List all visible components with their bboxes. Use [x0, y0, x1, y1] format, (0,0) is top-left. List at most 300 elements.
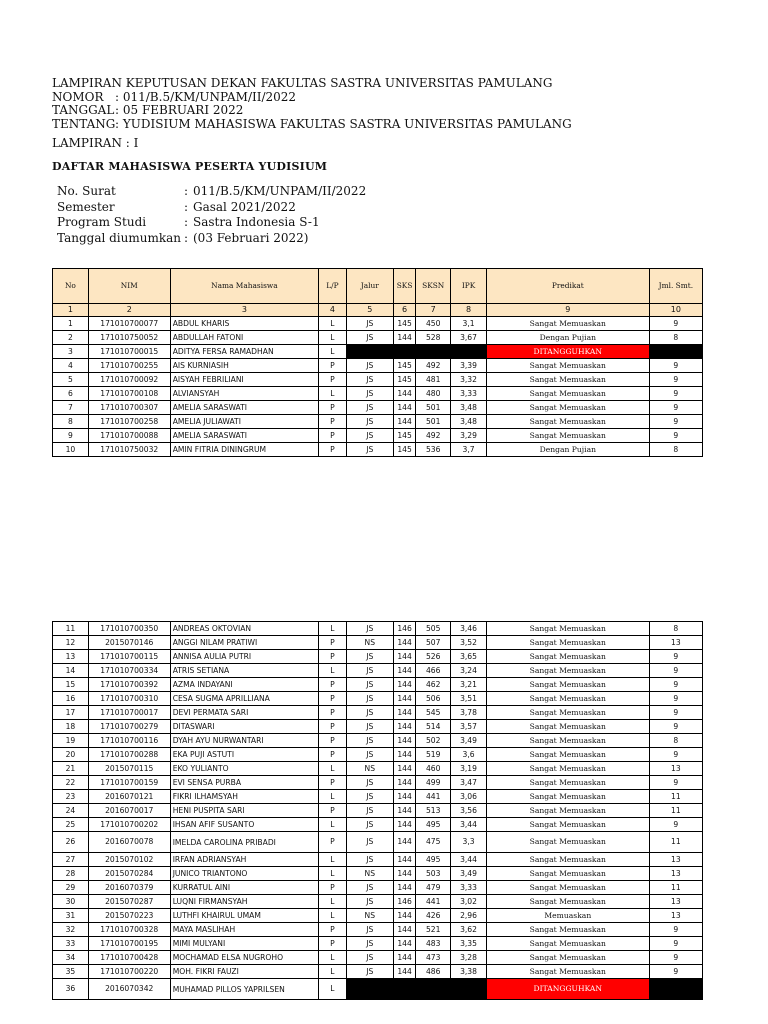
column-header: Predikat	[486, 269, 649, 304]
cell-nim: 171010700116	[88, 734, 170, 748]
cell-semesters: 9	[649, 429, 702, 443]
cell-nim: 171010700310	[88, 692, 170, 706]
cell-jalur: JS	[346, 692, 393, 706]
cell-predikat: Sangat Memuaskan	[486, 937, 649, 951]
cell-jalur: JS	[346, 317, 393, 331]
cell-jalur: JS	[346, 734, 393, 748]
cell-name: ANGGI NILAM PRATIWI	[170, 636, 318, 650]
cell-name: FIKRI ILHAMSYAH	[170, 790, 318, 804]
cell-name: HENI PUSPITA SARI	[170, 804, 318, 818]
cell-sksn: 502	[416, 734, 451, 748]
cell-no: 19	[53, 734, 89, 748]
cell-jalur: JS	[346, 818, 393, 832]
cell-gender: P	[319, 429, 347, 443]
table-row	[53, 853, 703, 867]
cell-jalur: JS	[346, 895, 393, 909]
document-header	[52, 77, 572, 131]
cell-predikat: Sangat Memuaskan	[486, 622, 649, 636]
cell-sks: 144	[393, 951, 416, 965]
cell-sks: 144	[393, 706, 416, 720]
column-number: 6	[393, 304, 416, 317]
column-header: Jalur	[346, 269, 393, 304]
cell-ipk: 3,06	[451, 790, 487, 804]
cell-gender: P	[319, 373, 347, 387]
cell-jalur	[346, 345, 393, 359]
column-number: 9	[486, 304, 649, 317]
table-row	[53, 762, 703, 776]
cell-sksn: 501	[416, 401, 451, 415]
cell-semesters: 8	[649, 443, 702, 457]
cell-semesters: 13	[649, 636, 702, 650]
cell-nim: 171010700392	[88, 678, 170, 692]
cell-nim: 2015070284	[88, 867, 170, 881]
cell-name: ABDUL KHARIS	[170, 317, 318, 331]
nomor-label: NOMOR	[52, 89, 104, 104]
cell-name: JUNICO TRIANTONO	[170, 867, 318, 881]
cell-sks: 144	[393, 664, 416, 678]
table-row	[53, 401, 703, 415]
cell-ipk: 3,28	[451, 951, 487, 965]
header-line1: LAMPIRAN KEPUTUSAN DEKAN FAKULTAS SASTRA UNIVERSITAS PAMULANG	[52, 76, 553, 90]
cell-jalur: JS	[346, 387, 393, 401]
cell-no: 5	[53, 373, 89, 387]
cell-semesters: 8	[649, 622, 702, 636]
cell-nim: 171010700115	[88, 650, 170, 664]
cell-ipk: 3,7	[451, 443, 487, 457]
cell-jalur: JS	[346, 881, 393, 895]
table-header-row	[53, 269, 703, 304]
table-row	[53, 734, 703, 748]
cell-sksn: 481	[416, 373, 451, 387]
cell-gender: P	[319, 881, 347, 895]
cell-gender: P	[319, 401, 347, 415]
cell-predikat: Sangat Memuaskan	[486, 776, 649, 790]
cell-jalur: JS	[346, 373, 393, 387]
cell-ipk: 3,19	[451, 762, 487, 776]
cell-sksn: 519	[416, 748, 451, 762]
table-row	[53, 387, 703, 401]
lampiran: LAMPIRAN : I	[52, 136, 139, 150]
table-row	[53, 923, 703, 937]
cell-predikat: Sangat Memuaskan	[486, 762, 649, 776]
cell-semesters: 9	[649, 373, 702, 387]
cell-gender: P	[319, 692, 347, 706]
cell-sks: 144	[393, 923, 416, 937]
cell-predikat: Sangat Memuaskan	[486, 853, 649, 867]
cell-sks: 144	[393, 387, 416, 401]
cell-name: AMELIA JULIAWATI	[170, 415, 318, 429]
cell-no: 26	[53, 832, 89, 853]
table-row	[53, 832, 703, 853]
cell-semesters	[649, 979, 702, 1000]
cell-ipk: 3,33	[451, 881, 487, 895]
cell-nim: 171010700258	[88, 415, 170, 429]
cell-sksn: 506	[416, 692, 451, 706]
meta-value: (03 Februari 2022)	[193, 230, 309, 245]
cell-jalur: JS	[346, 937, 393, 951]
cell-predikat: Sangat Memuaskan	[486, 429, 649, 443]
table-row	[53, 706, 703, 720]
cell-jalur: JS	[346, 748, 393, 762]
cell-name: LUTHFI KHAIRUL UMAM	[170, 909, 318, 923]
cell-predikat: DITANGGUHKAN	[486, 345, 649, 359]
cell-gender: P	[319, 804, 347, 818]
column-header: Nama Mahasiswa	[170, 269, 318, 304]
cell-sks: 144	[393, 678, 416, 692]
cell-sksn: 479	[416, 881, 451, 895]
cell-semesters: 9	[649, 818, 702, 832]
cell-sksn: 462	[416, 678, 451, 692]
cell-nim: 2016070342	[88, 979, 170, 1000]
table-row	[53, 443, 703, 457]
table-row	[53, 650, 703, 664]
column-number: 2	[88, 304, 170, 317]
cell-predikat: Sangat Memuaskan	[486, 650, 649, 664]
cell-gender: P	[319, 937, 347, 951]
cell-sksn: 505	[416, 622, 451, 636]
table-row	[53, 359, 703, 373]
cell-semesters	[649, 345, 702, 359]
cell-name: MOH. FIKRI FAUZI	[170, 965, 318, 979]
cell-no: 21	[53, 762, 89, 776]
cell-jalur: JS	[346, 965, 393, 979]
cell-nim: 2015070287	[88, 895, 170, 909]
meta-row	[57, 231, 366, 247]
cell-name: MUHAMAD PILLOS YAPRILSEN	[170, 979, 318, 1000]
cell-sksn: 499	[416, 776, 451, 790]
cell-name: KURRATUL AINI	[170, 881, 318, 895]
cell-name: AMIN FITRIA DININGRUM	[170, 443, 318, 457]
cell-sks: 145	[393, 359, 416, 373]
cell-name: AMELIA SARASWATI	[170, 401, 318, 415]
cell-ipk: 3,65	[451, 650, 487, 664]
cell-gender: L	[319, 895, 347, 909]
cell-ipk: 3,21	[451, 678, 487, 692]
cell-semesters: 9	[649, 951, 702, 965]
cell-jalur: JS	[346, 776, 393, 790]
cell-jalur: JS	[346, 804, 393, 818]
cell-sksn: 528	[416, 331, 451, 345]
cell-sksn: 503	[416, 867, 451, 881]
cell-predikat: Sangat Memuaskan	[486, 664, 649, 678]
cell-ipk: 3,49	[451, 867, 487, 881]
cell-semesters: 9	[649, 923, 702, 937]
cell-sksn: 507	[416, 636, 451, 650]
cell-predikat: Sangat Memuaskan	[486, 895, 649, 909]
cell-nim: 171010700077	[88, 317, 170, 331]
cell-gender: L	[319, 790, 347, 804]
cell-sks: 144	[393, 937, 416, 951]
cell-gender: L	[319, 818, 347, 832]
table-row	[53, 345, 703, 359]
cell-semesters: 11	[649, 881, 702, 895]
cell-semesters: 9	[649, 678, 702, 692]
cell-no: 35	[53, 965, 89, 979]
cell-semesters: 9	[649, 937, 702, 951]
table-row	[53, 895, 703, 909]
cell-ipk: 2,96	[451, 909, 487, 923]
cell-jalur: JS	[346, 415, 393, 429]
cell-ipk: 3,39	[451, 359, 487, 373]
cell-predikat: Sangat Memuaskan	[486, 965, 649, 979]
cell-gender: P	[319, 923, 347, 937]
cell-semesters: 9	[649, 650, 702, 664]
cell-predikat: Sangat Memuaskan	[486, 720, 649, 734]
cell-semesters: 13	[649, 895, 702, 909]
page-title: DAFTAR MAHASISWA PESERTA YUDISIUM	[52, 160, 328, 173]
cell-gender: P	[319, 734, 347, 748]
cell-name: IMELDA CAROLINA PRIBADI	[170, 832, 318, 853]
table-row	[53, 979, 703, 1000]
column-header: L/P	[319, 269, 347, 304]
cell-ipk: 3,24	[451, 664, 487, 678]
cell-ipk: 3,48	[451, 401, 487, 415]
cell-name: DYAH AYU NURWANTARI	[170, 734, 318, 748]
cell-semesters: 9	[649, 401, 702, 415]
cell-ipk	[451, 345, 487, 359]
cell-semesters: 11	[649, 790, 702, 804]
cell-semesters: 9	[649, 965, 702, 979]
cell-jalur: JS	[346, 720, 393, 734]
table-row	[53, 818, 703, 832]
cell-ipk: 3,56	[451, 804, 487, 818]
cell-sks: 144	[393, 734, 416, 748]
cell-gender: L	[319, 867, 347, 881]
column-number: 4	[319, 304, 347, 317]
cell-nim: 171010700307	[88, 401, 170, 415]
cell-sksn	[416, 345, 451, 359]
cell-sks: 144	[393, 331, 416, 345]
cell-no: 13	[53, 650, 89, 664]
cell-sks: 144	[393, 804, 416, 818]
cell-predikat: Sangat Memuaskan	[486, 790, 649, 804]
cell-no: 23	[53, 790, 89, 804]
cell-sks: 144	[393, 909, 416, 923]
table-row	[53, 965, 703, 979]
cell-name: ALVIANSYAH	[170, 387, 318, 401]
column-number: 8	[451, 304, 487, 317]
column-number: 5	[346, 304, 393, 317]
cell-sks: 144	[393, 965, 416, 979]
cell-gender: P	[319, 415, 347, 429]
cell-name: EKA PUJI ASTUTI	[170, 748, 318, 762]
meta-label: No. Surat	[57, 184, 116, 198]
cell-ipk: 3,78	[451, 706, 487, 720]
cell-no: 29	[53, 881, 89, 895]
cell-name: CESA SUGMA APRILLIANA	[170, 692, 318, 706]
cell-nim: 2016070017	[88, 804, 170, 818]
cell-no: 1	[53, 317, 89, 331]
table-row	[53, 951, 703, 965]
cell-no: 20	[53, 748, 89, 762]
cell-sks: 144	[393, 832, 416, 853]
cell-sksn: 473	[416, 951, 451, 965]
column-header: Jml. Smt.	[649, 269, 702, 304]
meta-value: Sastra Indonesia S-1	[193, 215, 320, 229]
cell-name: MIMI MULYANI	[170, 937, 318, 951]
cell-sks: 144	[393, 636, 416, 650]
cell-predikat: DITANGGUHKAN	[486, 979, 649, 1000]
cell-ipk	[451, 979, 487, 1000]
cell-predikat: Sangat Memuaskan	[486, 706, 649, 720]
cell-gender: L	[319, 622, 347, 636]
cell-predikat: Sangat Memuaskan	[486, 678, 649, 692]
cell-sksn: 501	[416, 415, 451, 429]
cell-jalur: JS	[346, 401, 393, 415]
cell-gender: L	[319, 317, 347, 331]
cell-no: 22	[53, 776, 89, 790]
cell-semesters: 9	[649, 776, 702, 790]
cell-nim: 2015070146	[88, 636, 170, 650]
tanggal-value: : 05 FEBRUARI 2022	[115, 103, 244, 117]
cell-no: 31	[53, 909, 89, 923]
cell-jalur: JS	[346, 678, 393, 692]
cell-no: 25	[53, 818, 89, 832]
cell-predikat: Sangat Memuaskan	[486, 636, 649, 650]
cell-predikat: Sangat Memuaskan	[486, 818, 649, 832]
cell-jalur: JS	[346, 622, 393, 636]
cell-predikat: Sangat Memuaskan	[486, 317, 649, 331]
cell-nim: 171010700159	[88, 776, 170, 790]
cell-semesters: 9	[649, 748, 702, 762]
cell-gender: P	[319, 443, 347, 457]
cell-nim: 2016070121	[88, 790, 170, 804]
cell-sks: 144	[393, 720, 416, 734]
cell-nim: 171010750032	[88, 443, 170, 457]
cell-gender: L	[319, 331, 347, 345]
cell-sksn: 513	[416, 804, 451, 818]
cell-jalur: JS	[346, 790, 393, 804]
cell-gender: L	[319, 909, 347, 923]
cell-predikat: Sangat Memuaskan	[486, 401, 649, 415]
column-header: NIM	[88, 269, 170, 304]
cell-ipk: 3,52	[451, 636, 487, 650]
cell-no: 11	[53, 622, 89, 636]
cell-jalur: JS	[346, 832, 393, 853]
cell-name: LUQNI FIRMANSYAH	[170, 895, 318, 909]
cell-name: ABDULLAH FATONI	[170, 331, 318, 345]
column-number: 3	[170, 304, 318, 317]
cell-sksn: 514	[416, 720, 451, 734]
cell-jalur: NS	[346, 867, 393, 881]
cell-nim: 171010700015	[88, 345, 170, 359]
table-row	[53, 790, 703, 804]
cell-predikat: Sangat Memuaskan	[486, 734, 649, 748]
cell-name: EKO YULIANTO	[170, 762, 318, 776]
cell-gender: L	[319, 664, 347, 678]
cell-no: 30	[53, 895, 89, 909]
cell-ipk: 3,48	[451, 415, 487, 429]
cell-jalur: NS	[346, 762, 393, 776]
cell-no: 12	[53, 636, 89, 650]
cell-sks: 144	[393, 650, 416, 664]
cell-jalur: NS	[346, 636, 393, 650]
cell-sks: 145	[393, 443, 416, 457]
cell-gender: P	[319, 678, 347, 692]
table-row	[53, 867, 703, 881]
cell-ipk: 3,57	[451, 720, 487, 734]
cell-semesters: 13	[649, 762, 702, 776]
cell-gender: P	[319, 776, 347, 790]
table-row	[53, 664, 703, 678]
cell-predikat: Sangat Memuaskan	[486, 951, 649, 965]
cell-sks: 144	[393, 415, 416, 429]
cell-name: MAYA MASLIHAH	[170, 923, 318, 937]
cell-jalur: JS	[346, 429, 393, 443]
table-row	[53, 776, 703, 790]
cell-sks: 146	[393, 622, 416, 636]
cell-predikat: Sangat Memuaskan	[486, 832, 649, 853]
cell-sks: 144	[393, 762, 416, 776]
cell-gender: L	[319, 853, 347, 867]
cell-no: 16	[53, 692, 89, 706]
meta-label: Program Studi	[57, 215, 147, 229]
cell-jalur	[346, 979, 393, 1000]
cell-predikat: Sangat Memuaskan	[486, 881, 649, 895]
cell-no: 8	[53, 415, 89, 429]
table-row	[53, 720, 703, 734]
cell-jalur: JS	[346, 331, 393, 345]
cell-sks: 144	[393, 790, 416, 804]
cell-sksn: 545	[416, 706, 451, 720]
cell-no: 27	[53, 853, 89, 867]
cell-semesters: 13	[649, 867, 702, 881]
cell-jalur: JS	[346, 443, 393, 457]
cell-ipk: 3,47	[451, 776, 487, 790]
cell-no: 7	[53, 401, 89, 415]
cell-sksn: 426	[416, 909, 451, 923]
column-header: IPK	[451, 269, 487, 304]
cell-name: ADITYA FERSA RAMADHAN	[170, 345, 318, 359]
cell-predikat: Sangat Memuaskan	[486, 867, 649, 881]
student-table-page2	[52, 621, 703, 1000]
cell-no: 28	[53, 867, 89, 881]
cell-nim: 171010700195	[88, 937, 170, 951]
cell-name: IHSAN AFIF SUSANTO	[170, 818, 318, 832]
tentang-label: TENTANG	[52, 116, 116, 131]
cell-semesters: 13	[649, 853, 702, 867]
cell-no: 24	[53, 804, 89, 818]
cell-predikat: Dengan Pujian	[486, 331, 649, 345]
cell-nim: 2015070115	[88, 762, 170, 776]
cell-sksn: 495	[416, 853, 451, 867]
meta-label: Semester	[57, 199, 115, 214]
cell-predikat: Dengan Pujian	[486, 443, 649, 457]
cell-nim: 2015070102	[88, 853, 170, 867]
cell-predikat: Sangat Memuaskan	[486, 692, 649, 706]
cell-sksn: 492	[416, 429, 451, 443]
cell-semesters: 13	[649, 909, 702, 923]
cell-name: MOCHAMAD ELSA NUGROHO	[170, 951, 318, 965]
cell-no: 32	[53, 923, 89, 937]
table-row	[53, 636, 703, 650]
cell-ipk: 3,02	[451, 895, 487, 909]
cell-name: ANDREAS OKTOVIAN	[170, 622, 318, 636]
cell-sksn: 483	[416, 937, 451, 951]
table-row	[53, 937, 703, 951]
cell-semesters: 9	[649, 720, 702, 734]
cell-predikat: Sangat Memuaskan	[486, 359, 649, 373]
cell-name: ANNISA AULIA PUTRI	[170, 650, 318, 664]
cell-jalur: JS	[346, 664, 393, 678]
cell-jalur: NS	[346, 909, 393, 923]
cell-semesters: 11	[649, 804, 702, 818]
cell-gender: P	[319, 359, 347, 373]
cell-semesters: 9	[649, 692, 702, 706]
cell-name: EVI SENSA PURBA	[170, 776, 318, 790]
cell-ipk: 3,1	[451, 317, 487, 331]
meta-colon: :	[183, 184, 189, 198]
